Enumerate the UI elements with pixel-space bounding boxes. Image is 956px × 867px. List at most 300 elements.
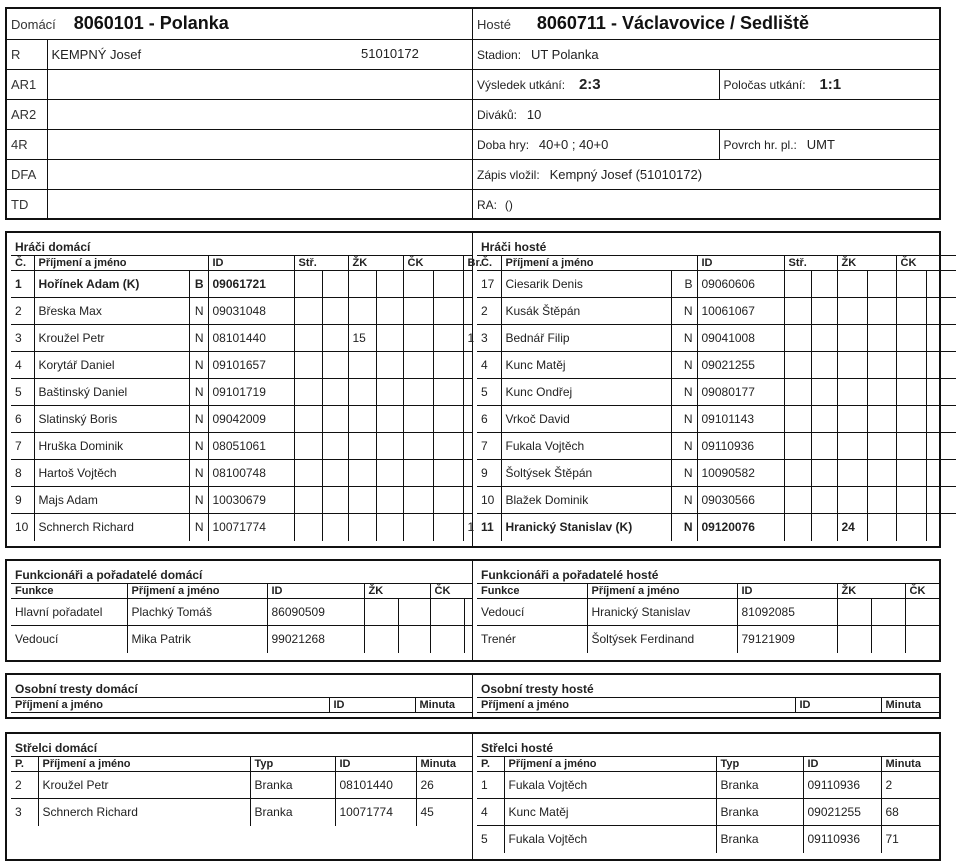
player-red-extra	[926, 460, 956, 487]
player-goals	[294, 352, 322, 379]
player-number: 2	[11, 298, 34, 325]
col-minute: Minuta	[416, 757, 472, 772]
player-number: 8	[11, 460, 34, 487]
player-row	[11, 433, 472, 460]
scorer-row	[477, 772, 939, 799]
player-goals-extra	[811, 460, 837, 487]
player-yellow-extra	[867, 406, 896, 433]
player-red-card	[403, 325, 433, 352]
staff-home-title: Funkcionáři a pořadatelé domácí	[15, 568, 203, 582]
col-period: P.	[11, 757, 38, 772]
player-name: Vrkoč David	[501, 406, 671, 433]
col-type: Typ	[716, 757, 803, 772]
player-goals	[294, 460, 322, 487]
staff-row	[477, 626, 939, 653]
home-header	[7, 9, 473, 218]
official-role: TD	[7, 189, 47, 219]
official-name: KEMPNÝ Josef	[51, 47, 142, 62]
official-row-r	[47, 39, 472, 69]
player-yellow-card	[837, 487, 867, 514]
player-red-card	[403, 379, 433, 406]
player-yellow-card	[837, 271, 867, 298]
official-row-ar1	[47, 69, 472, 99]
player-red-card	[403, 433, 433, 460]
player-goals-conceded	[463, 271, 472, 298]
staff-yellow-extra	[398, 599, 430, 626]
player-red-card	[896, 271, 926, 298]
away-header	[473, 9, 939, 218]
player-yellow-extra	[376, 352, 403, 379]
player-goals-conceded	[463, 487, 472, 514]
scorers-home-table	[11, 756, 472, 826]
staff-red-card	[430, 599, 464, 626]
player-yellow-extra	[867, 433, 896, 460]
staff-red-extra	[464, 626, 472, 653]
player-id: 09101143	[697, 406, 784, 433]
player-name: Kunc Ondřej	[501, 379, 671, 406]
ra-label: RA:	[477, 198, 498, 213]
scorer-type: Branka	[716, 799, 803, 826]
official-role: R	[7, 39, 47, 69]
staff-yellow-extra	[871, 599, 905, 626]
player-goals	[294, 325, 322, 352]
players-section	[5, 231, 941, 548]
staff-yellow-extra	[398, 626, 430, 653]
staff-home	[11, 561, 473, 660]
player-goals-extra	[322, 379, 348, 406]
players-away-title: Hráči hosté	[481, 240, 547, 254]
players-home-title: Hráči domácí	[15, 240, 91, 254]
player-red-card	[896, 352, 926, 379]
player-red-card	[896, 487, 926, 514]
player-goals-extra	[322, 460, 348, 487]
player-red-extra	[433, 433, 463, 460]
player-row	[477, 379, 956, 406]
col-goals: Stř.	[784, 256, 837, 271]
staff-function: Vedoucí	[477, 599, 587, 626]
scorers-away-table	[477, 756, 939, 853]
player-type: N	[671, 298, 697, 325]
player-name: Kusák Štěpán	[501, 298, 671, 325]
scorers-away	[477, 734, 939, 859]
player-name: Blažek Dominik	[501, 487, 671, 514]
halftime-value: 1:1	[819, 75, 842, 93]
staff-away	[477, 561, 939, 660]
player-goals-conceded	[463, 298, 472, 325]
scorer-type: Branka	[716, 826, 803, 853]
player-number: 6	[477, 406, 501, 433]
staff-name: Šoltýsek Ferdinand	[587, 626, 737, 653]
player-name: Šoltýsek Štěpán	[501, 460, 671, 487]
player-id: 08051061	[208, 433, 294, 460]
scorer-minute: 71	[881, 826, 939, 853]
player-name: Fukala Vojtěch	[501, 433, 671, 460]
player-yellow-card	[348, 298, 376, 325]
surface-label: Povrch hr. pl.:	[723, 138, 797, 152]
player-goals	[784, 298, 811, 325]
players-away-header	[477, 256, 956, 271]
player-yellow-extra	[867, 271, 896, 298]
player-goals-conceded	[463, 379, 472, 406]
duration-label: Doba hry:	[477, 138, 530, 152]
player-red-card	[403, 406, 433, 433]
player-goals-extra	[811, 271, 837, 298]
staff-away-table	[477, 583, 939, 653]
player-red-extra	[926, 379, 956, 406]
staff-id: 99021268	[267, 626, 364, 653]
player-id: 10030679	[208, 487, 294, 514]
player-number: 4	[11, 352, 34, 379]
player-red-extra	[926, 487, 956, 514]
scorer-minute: 26	[416, 772, 472, 799]
player-goals	[784, 514, 811, 541]
player-red-extra	[433, 271, 463, 298]
player-name: Kunc Matěj	[501, 352, 671, 379]
player-red-extra	[433, 298, 463, 325]
player-yellow-extra	[376, 433, 403, 460]
player-type: N	[671, 325, 697, 352]
player-yellow-extra	[867, 325, 896, 352]
player-goals-extra	[322, 325, 348, 352]
staff-id: 86090509	[267, 599, 364, 626]
col-id: ID	[737, 584, 837, 599]
player-row	[11, 325, 472, 352]
col-name: Příjmení a jméno	[477, 698, 795, 713]
player-yellow-extra	[376, 271, 403, 298]
player-red-extra	[926, 271, 956, 298]
col-id: ID	[208, 256, 294, 271]
official-row-dfa	[47, 159, 472, 189]
player-yellow-extra	[867, 460, 896, 487]
player-yellow-extra	[376, 298, 403, 325]
player-number: 3	[477, 325, 501, 352]
player-number: 9	[11, 487, 34, 514]
scorer-period: 4	[477, 799, 504, 826]
player-goals-conceded	[463, 352, 472, 379]
staff-yellow-card	[364, 626, 398, 653]
player-number: 10	[11, 514, 34, 541]
player-goals-conceded: 1	[463, 325, 472, 352]
official-role: 4R	[7, 129, 47, 159]
player-red-extra	[926, 352, 956, 379]
player-id: 10090582	[697, 460, 784, 487]
scorers-away-header	[477, 757, 939, 772]
player-goals-extra	[811, 352, 837, 379]
scorer-id: 09110936	[803, 772, 881, 799]
player-id: 09031048	[208, 298, 294, 325]
scorer-name: Fukala Vojtěch	[504, 826, 716, 853]
player-type: N	[189, 433, 208, 460]
player-type: N	[189, 379, 208, 406]
player-goals	[294, 433, 322, 460]
duration-cell	[473, 129, 719, 159]
players-home-table	[11, 255, 483, 541]
player-goals-extra	[811, 325, 837, 352]
halftime-label: Poločas utkání:	[723, 77, 806, 92]
player-red-card	[403, 271, 433, 298]
player-yellow-card	[348, 352, 376, 379]
player-row	[11, 406, 472, 433]
halftime-cell	[719, 69, 939, 99]
player-type: N	[189, 298, 208, 325]
player-type: N	[671, 352, 697, 379]
player-type: B	[671, 271, 697, 298]
player-type: N	[189, 406, 208, 433]
match-header	[5, 7, 941, 220]
col-red: ČK	[896, 256, 956, 271]
player-yellow-card: 24	[837, 514, 867, 541]
ra-value: ()	[504, 198, 513, 213]
player-goals	[784, 379, 811, 406]
player-yellow-card	[837, 460, 867, 487]
player-goals	[294, 514, 322, 541]
player-goals-extra	[811, 487, 837, 514]
scorer-period: 1	[477, 772, 504, 799]
player-number: 6	[11, 406, 34, 433]
player-type: N	[189, 487, 208, 514]
staff-home-table	[11, 583, 472, 653]
player-type: N	[671, 460, 697, 487]
staff-away-header	[477, 584, 939, 599]
player-type: N	[671, 379, 697, 406]
player-number: 2	[477, 298, 501, 325]
players-home-header	[11, 256, 472, 271]
player-red-card	[403, 487, 433, 514]
player-goals-extra	[322, 514, 348, 541]
player-id: 09101657	[208, 352, 294, 379]
staff-id: 81092085	[737, 599, 837, 626]
official-row-4r	[47, 129, 472, 159]
players-away-table	[477, 255, 956, 541]
player-red-extra	[433, 379, 463, 406]
col-function: Funkce	[11, 584, 127, 599]
staff-id: 79121909	[737, 626, 837, 653]
official-role: AR2	[7, 99, 47, 129]
player-number: 5	[477, 379, 501, 406]
player-red-card	[403, 298, 433, 325]
staff-name: Mika Patrik	[127, 626, 267, 653]
penalties-home	[11, 675, 473, 717]
home-team-row	[7, 9, 472, 39]
player-row	[477, 406, 956, 433]
player-id: 09030566	[697, 487, 784, 514]
player-yellow-card	[348, 379, 376, 406]
player-type: N	[671, 487, 697, 514]
player-yellow-extra	[867, 487, 896, 514]
player-red-card	[896, 379, 926, 406]
player-id: 09021255	[697, 352, 784, 379]
player-number: 7	[11, 433, 34, 460]
player-goals-conceded	[463, 460, 472, 487]
ra-row	[473, 189, 939, 219]
col-name: Příjmení a jméno	[501, 256, 697, 271]
player-row	[477, 298, 956, 325]
player-name: Schnerch Richard	[34, 514, 189, 541]
player-yellow-card	[837, 406, 867, 433]
player-goals	[784, 487, 811, 514]
staff-name: Plachký Tomáš	[127, 599, 267, 626]
col-red: ČK	[403, 256, 463, 271]
col-name: Příjmení a jméno	[127, 584, 267, 599]
stadium-value: UT Polanka	[530, 47, 599, 62]
away-team-row	[473, 9, 939, 39]
staff-away-title: Funkcionáři a pořadatelé hosté	[481, 568, 659, 582]
scorer-period: 2	[11, 772, 38, 799]
col-id: ID	[803, 757, 881, 772]
player-goals-extra	[811, 514, 837, 541]
player-goals-conceded	[463, 433, 472, 460]
player-red-extra	[926, 298, 956, 325]
official-row-ar2	[47, 99, 472, 129]
player-red-extra	[433, 352, 463, 379]
col-number: Č.	[11, 256, 34, 271]
player-type: N	[189, 460, 208, 487]
scorer-row	[477, 826, 939, 853]
player-red-extra	[433, 460, 463, 487]
col-goals: Stř.	[294, 256, 348, 271]
players-home	[11, 233, 483, 546]
official-role: AR1	[7, 69, 47, 99]
scorer-name: Schnerch Richard	[38, 799, 250, 826]
player-type: B	[189, 271, 208, 298]
player-number: 11	[477, 514, 501, 541]
col-id: ID	[697, 256, 784, 271]
player-red-card	[403, 352, 433, 379]
player-goals-extra	[322, 352, 348, 379]
player-row	[11, 271, 472, 298]
player-number: 3	[11, 325, 34, 352]
player-yellow-extra	[867, 379, 896, 406]
player-number: 5	[11, 379, 34, 406]
player-goals	[294, 487, 322, 514]
scorer-type: Branka	[250, 799, 335, 826]
player-number: 4	[477, 352, 501, 379]
player-red-extra	[433, 406, 463, 433]
official-row-td	[47, 189, 472, 219]
player-type: N	[671, 406, 697, 433]
player-id: 09060606	[697, 271, 784, 298]
official-id: 51010172	[361, 46, 419, 61]
col-yellow: ŽK	[348, 256, 403, 271]
player-goals-extra	[811, 433, 837, 460]
player-name: Korytář Daniel	[34, 352, 189, 379]
player-row	[477, 514, 956, 541]
player-goals	[784, 352, 811, 379]
surface-cell	[719, 129, 939, 159]
scorer-id: 10071774	[335, 799, 416, 826]
scorer-id: 08101440	[335, 772, 416, 799]
staff-function: Trenér	[477, 626, 587, 653]
player-red-extra	[433, 514, 463, 541]
home-label: Domácí	[11, 17, 56, 33]
col-red: ČK	[430, 584, 472, 599]
player-goals-extra	[811, 379, 837, 406]
home-team-title: 8060101 - Polanka	[73, 13, 229, 34]
entered-value: Kempný Josef (51010172)	[549, 167, 703, 182]
player-id: 09110936	[697, 433, 784, 460]
player-number: 7	[477, 433, 501, 460]
col-minute: Minuta	[881, 698, 939, 713]
player-yellow-card	[348, 406, 376, 433]
player-number: 9	[477, 460, 501, 487]
penalties-section	[5, 673, 941, 719]
col-yellow: ŽK	[837, 584, 905, 599]
result-cell	[473, 69, 719, 99]
spectators-value: 10	[526, 107, 542, 122]
player-id: 09080177	[697, 379, 784, 406]
player-yellow-card	[348, 514, 376, 541]
player-goals-extra	[322, 487, 348, 514]
col-period: P.	[477, 757, 504, 772]
player-goals	[784, 406, 811, 433]
scorer-row	[477, 799, 939, 826]
player-id: 08100748	[208, 460, 294, 487]
player-id: 10071774	[208, 514, 294, 541]
staff-yellow-card	[837, 599, 871, 626]
player-goals	[294, 271, 322, 298]
col-minute: Minuta	[881, 757, 939, 772]
penalties-away-header	[477, 698, 939, 713]
penalties-away-title: Osobní tresty hosté	[481, 682, 594, 696]
player-type: N	[189, 325, 208, 352]
col-name: Příjmení a jméno	[38, 757, 250, 772]
player-yellow-card	[837, 433, 867, 460]
player-name: Hartoš Vojtěch	[34, 460, 189, 487]
player-id: 09042009	[208, 406, 294, 433]
player-name: Majs Adam	[34, 487, 189, 514]
spectators-row	[473, 99, 939, 129]
away-team-title: 8060711 - Václavovice / Sedliště	[536, 13, 810, 34]
player-red-card	[896, 325, 926, 352]
scorer-name: Kunc Matěj	[504, 799, 716, 826]
player-red-card	[896, 514, 926, 541]
player-row	[477, 487, 956, 514]
col-name: Příjmení a jméno	[504, 757, 716, 772]
player-red-extra	[926, 406, 956, 433]
staff-function: Hlavní pořadatel	[11, 599, 127, 626]
col-number: Č.	[477, 256, 501, 271]
scorer-period: 3	[11, 799, 38, 826]
surface-value: UMT	[806, 137, 835, 152]
player-goals	[294, 298, 322, 325]
staff-name: Hranický Stanislav	[587, 599, 737, 626]
col-yellow: ŽK	[837, 256, 896, 271]
player-name: Slatinský Boris	[34, 406, 189, 433]
player-yellow-extra	[376, 487, 403, 514]
player-row	[11, 487, 472, 514]
player-yellow-extra	[376, 460, 403, 487]
scorer-name: Fukala Vojtěch	[504, 772, 716, 799]
player-row	[11, 352, 472, 379]
official-role: DFA	[7, 159, 47, 189]
player-red-extra	[926, 514, 956, 541]
player-goals-conceded	[463, 406, 472, 433]
player-name: Baštinský Daniel	[34, 379, 189, 406]
staff-red-card	[905, 599, 939, 626]
player-goals	[784, 460, 811, 487]
player-row	[477, 433, 956, 460]
player-red-extra	[926, 433, 956, 460]
player-yellow-extra	[867, 352, 896, 379]
col-red: ČK	[905, 584, 939, 599]
player-yellow-extra	[376, 379, 403, 406]
away-label: Hosté	[477, 17, 511, 33]
player-goals-conceded: 1	[463, 514, 472, 541]
staff-row	[477, 599, 939, 626]
player-yellow-card	[348, 433, 376, 460]
scorer-minute: 45	[416, 799, 472, 826]
player-yellow-card	[837, 325, 867, 352]
